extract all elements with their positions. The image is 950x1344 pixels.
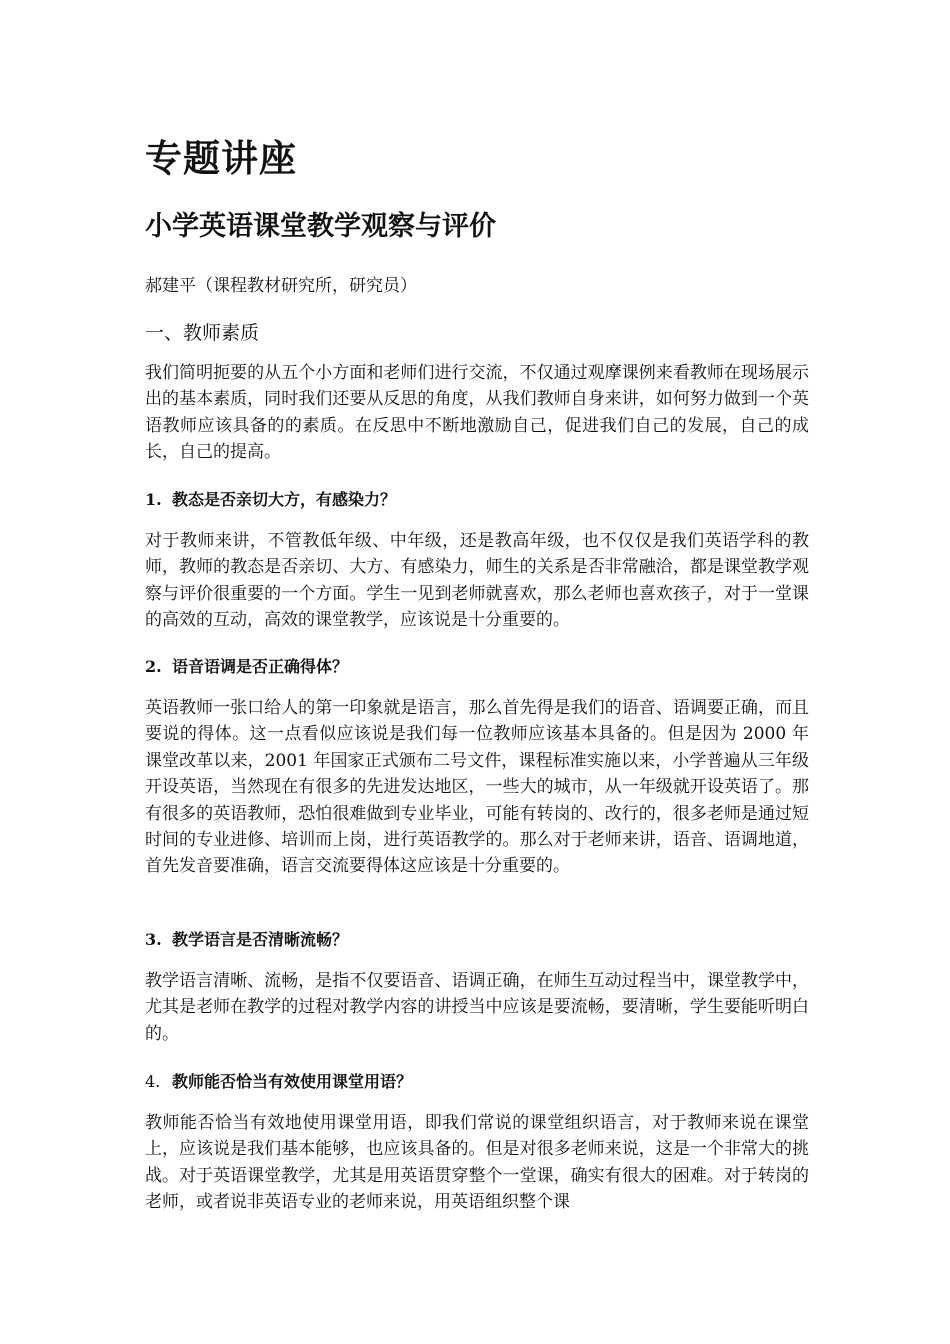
item-heading-1: [145, 487, 396, 510]
section-heading: 一、教师素质: [145, 322, 260, 344]
item-body-3: 教学语言清晰、流畅，是指不仅要语音、语调正确，在师生互动过程当中，课堂教学中，尤其是老师在教学的过程对教学内容的讲授当中应该是要流畅，要清晰，学生要能听明白的。: [145, 971, 809, 1044]
intro-paragraph: 我们简明扼要的从五个小方面和老师们进行交流，不仅通过观摩课例来看教师在现场展示出的基本素质，同时我们还要从反思的角度，从我们教师自身来讲，如何努力做到一个英语教师应该具备的的素质。在反思中不断地激励自己，促进我们自己的发展，自己的成长，自己的提高。: [145, 363, 809, 463]
item-body-1: 对于教师来讲，不管教低年级、中年级，还是教高年级，也不仅仅是我们英语学科的教师，教师的教态是否亲切、大方、有感染力，师生的关系是否非常融洽，都是课堂教学观察与评价很重要的一个方面。学生一见到老师就喜欢，那么老师也喜欢孩子，对于一堂课的高效的互动，高效的课堂教学，应该说是十分重要的。: [145, 531, 809, 631]
item-body-4: 教师能否恰当有效地使用课堂用语，即我们常说的课堂组织语言，对于教师来说在课堂上，应该说是我们基本能够，也应该具备的。但是对很多老师来说，这是一个非常大的挑战。对于英语课堂教学，尤其是用英语贯穿整个一堂课，确实有很大的困难。对于转岗的老师，或者说非英语专业的老师来说，用英语组织整个课: [145, 1113, 809, 1213]
item-body-2: 英语教师一张口给人的第一印象就是语言，那么首先得是我们的语音、语调要正确，而且要说的得体。这一点看似应该说是我们每一位教师应该基本具备的。但是因为 2000 年课堂改革以来，2001 年国家正式颁布二号文件，课程标准实施以来，小学普遍从三年级开设英语，当然现在有很多的先进发达地区，一些大的城市，从一年级就开设英语了。那有很多的英语教师，恐怕很难做到专业毕业，可能有转岗的、改行的，很多老师是通过短时间的专业进修、培训而上岗，进行英语教学的。那么对于老师来讲，语音、语调地道，首先发音要准确，语言交流要得体这应该是十分重要的。: [145, 698, 809, 877]
document-title: 专题讲座: [145, 136, 297, 180]
item-number: 4.: [145, 1072, 161, 1091]
item-heading-text: 语音语调是否正确得体？: [172, 657, 349, 676]
item-heading-text: 教师能否恰当有效使用课堂用语？: [172, 1072, 413, 1091]
author-line: 郝建平（课程教材研究所，研究员）: [145, 276, 417, 296]
item-heading-4: [145, 1069, 412, 1092]
item-heading-2: [145, 654, 348, 677]
item-heading-text: 教学语言是否清晰流畅？: [172, 930, 349, 949]
item-number: 3.: [145, 930, 162, 949]
item-number: 1.: [145, 490, 162, 509]
document-subtitle: 小学英语课堂教学观察与评价: [145, 211, 496, 242]
item-number: 2.: [145, 657, 162, 676]
item-heading-3: [145, 927, 348, 950]
item-heading-text: 教态是否亲切大方，有感染力？: [172, 490, 397, 509]
